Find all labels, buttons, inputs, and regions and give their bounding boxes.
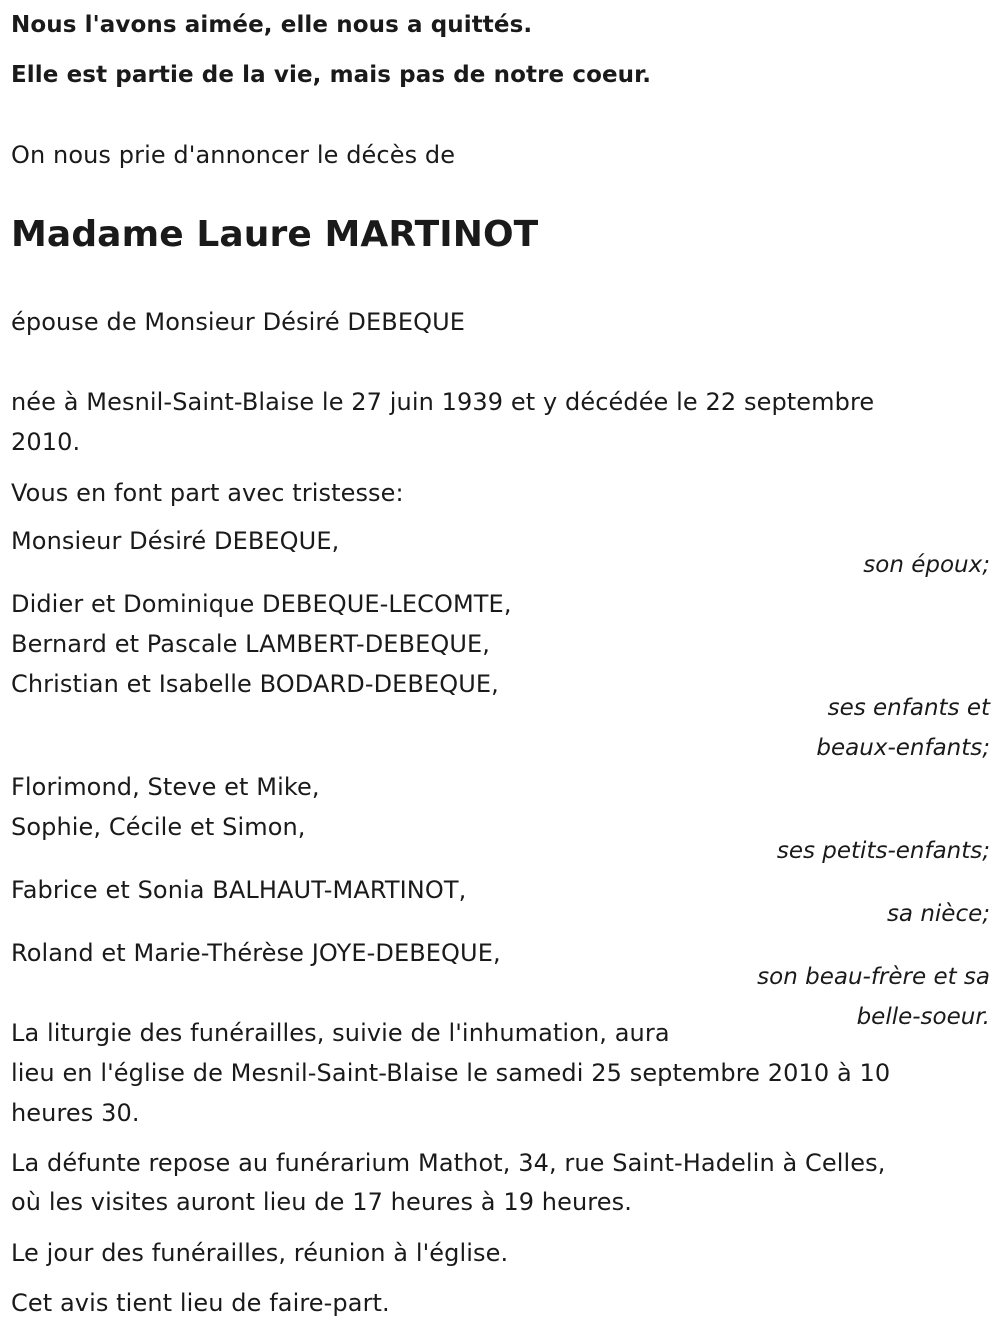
quote-line-2: Elle est partie de la vie, mais pas de notre coeur. bbox=[11, 62, 652, 88]
family-name: Bernard et Pascale LAMBERT-DEBEQUE, bbox=[11, 630, 491, 658]
family-name: Monsieur Désiré DEBEQUE, bbox=[11, 527, 340, 555]
family-relation: belle-soeur. bbox=[856, 1004, 990, 1030]
family-relation: sa nièce; bbox=[886, 901, 990, 927]
liturgy-line-2: lieu en l'église de Mesnil-Saint-Blaise le samedi 25 septembre 2010 à 10 bbox=[11, 1059, 891, 1087]
family-name: Didier et Dominique DEBEQUE-LECOMTE, bbox=[11, 590, 512, 618]
family-relation: beaux-enfants; bbox=[816, 735, 990, 761]
family-name: Christian et Isabelle BODARD-DEBEQUE, bbox=[11, 670, 499, 698]
funerarium-line-2: où les visites auront lieu de 17 heures à 19 heures. bbox=[11, 1188, 632, 1216]
family-name: Sophie, Cécile et Simon, bbox=[11, 813, 306, 841]
birth-death-line-1: née à Mesnil-Saint-Blaise le 27 juin 1939 et y décédée le 22 septembre bbox=[11, 388, 875, 416]
closing-note: Cet avis tient lieu de faire-part. bbox=[11, 1289, 390, 1317]
family-name: Roland et Marie-Thérèse JOYE-DEBEQUE, bbox=[11, 939, 501, 967]
family-relation: ses enfants et bbox=[827, 695, 990, 721]
liturgy-line-3: heures 30. bbox=[11, 1099, 140, 1127]
family-relation: son époux; bbox=[863, 552, 990, 578]
intro-text: On nous prie d'annoncer le décès de bbox=[11, 141, 456, 169]
family-relation: ses petits-enfants; bbox=[776, 838, 990, 864]
family-name: Fabrice et Sonia BALHAUT-MARTINOT, bbox=[11, 876, 467, 904]
family-relation: son beau-frère et sa bbox=[757, 964, 990, 990]
deceased-name: Madame Laure MARTINOT bbox=[11, 214, 539, 255]
meeting-note: Le jour des funérailles, réunion à l'église. bbox=[11, 1239, 509, 1267]
family-name: Florimond, Steve et Mike, bbox=[11, 773, 320, 801]
announcement: Vous en font part avec tristesse: bbox=[11, 479, 404, 507]
liturgy-line-1: La liturgie des funérailles, suivie de l'inhumation, aura bbox=[11, 1019, 670, 1047]
birth-death-line-2: 2010. bbox=[11, 428, 81, 456]
quote-line-1: Nous l'avons aimée, elle nous a quittés. bbox=[11, 12, 533, 38]
funerarium-line-1: La défunte repose au funérarium Mathot, 34, rue Saint-Hadelin à Celles, bbox=[11, 1149, 886, 1177]
spouse-line: épouse de Monsieur Désiré DEBEQUE bbox=[11, 308, 466, 336]
